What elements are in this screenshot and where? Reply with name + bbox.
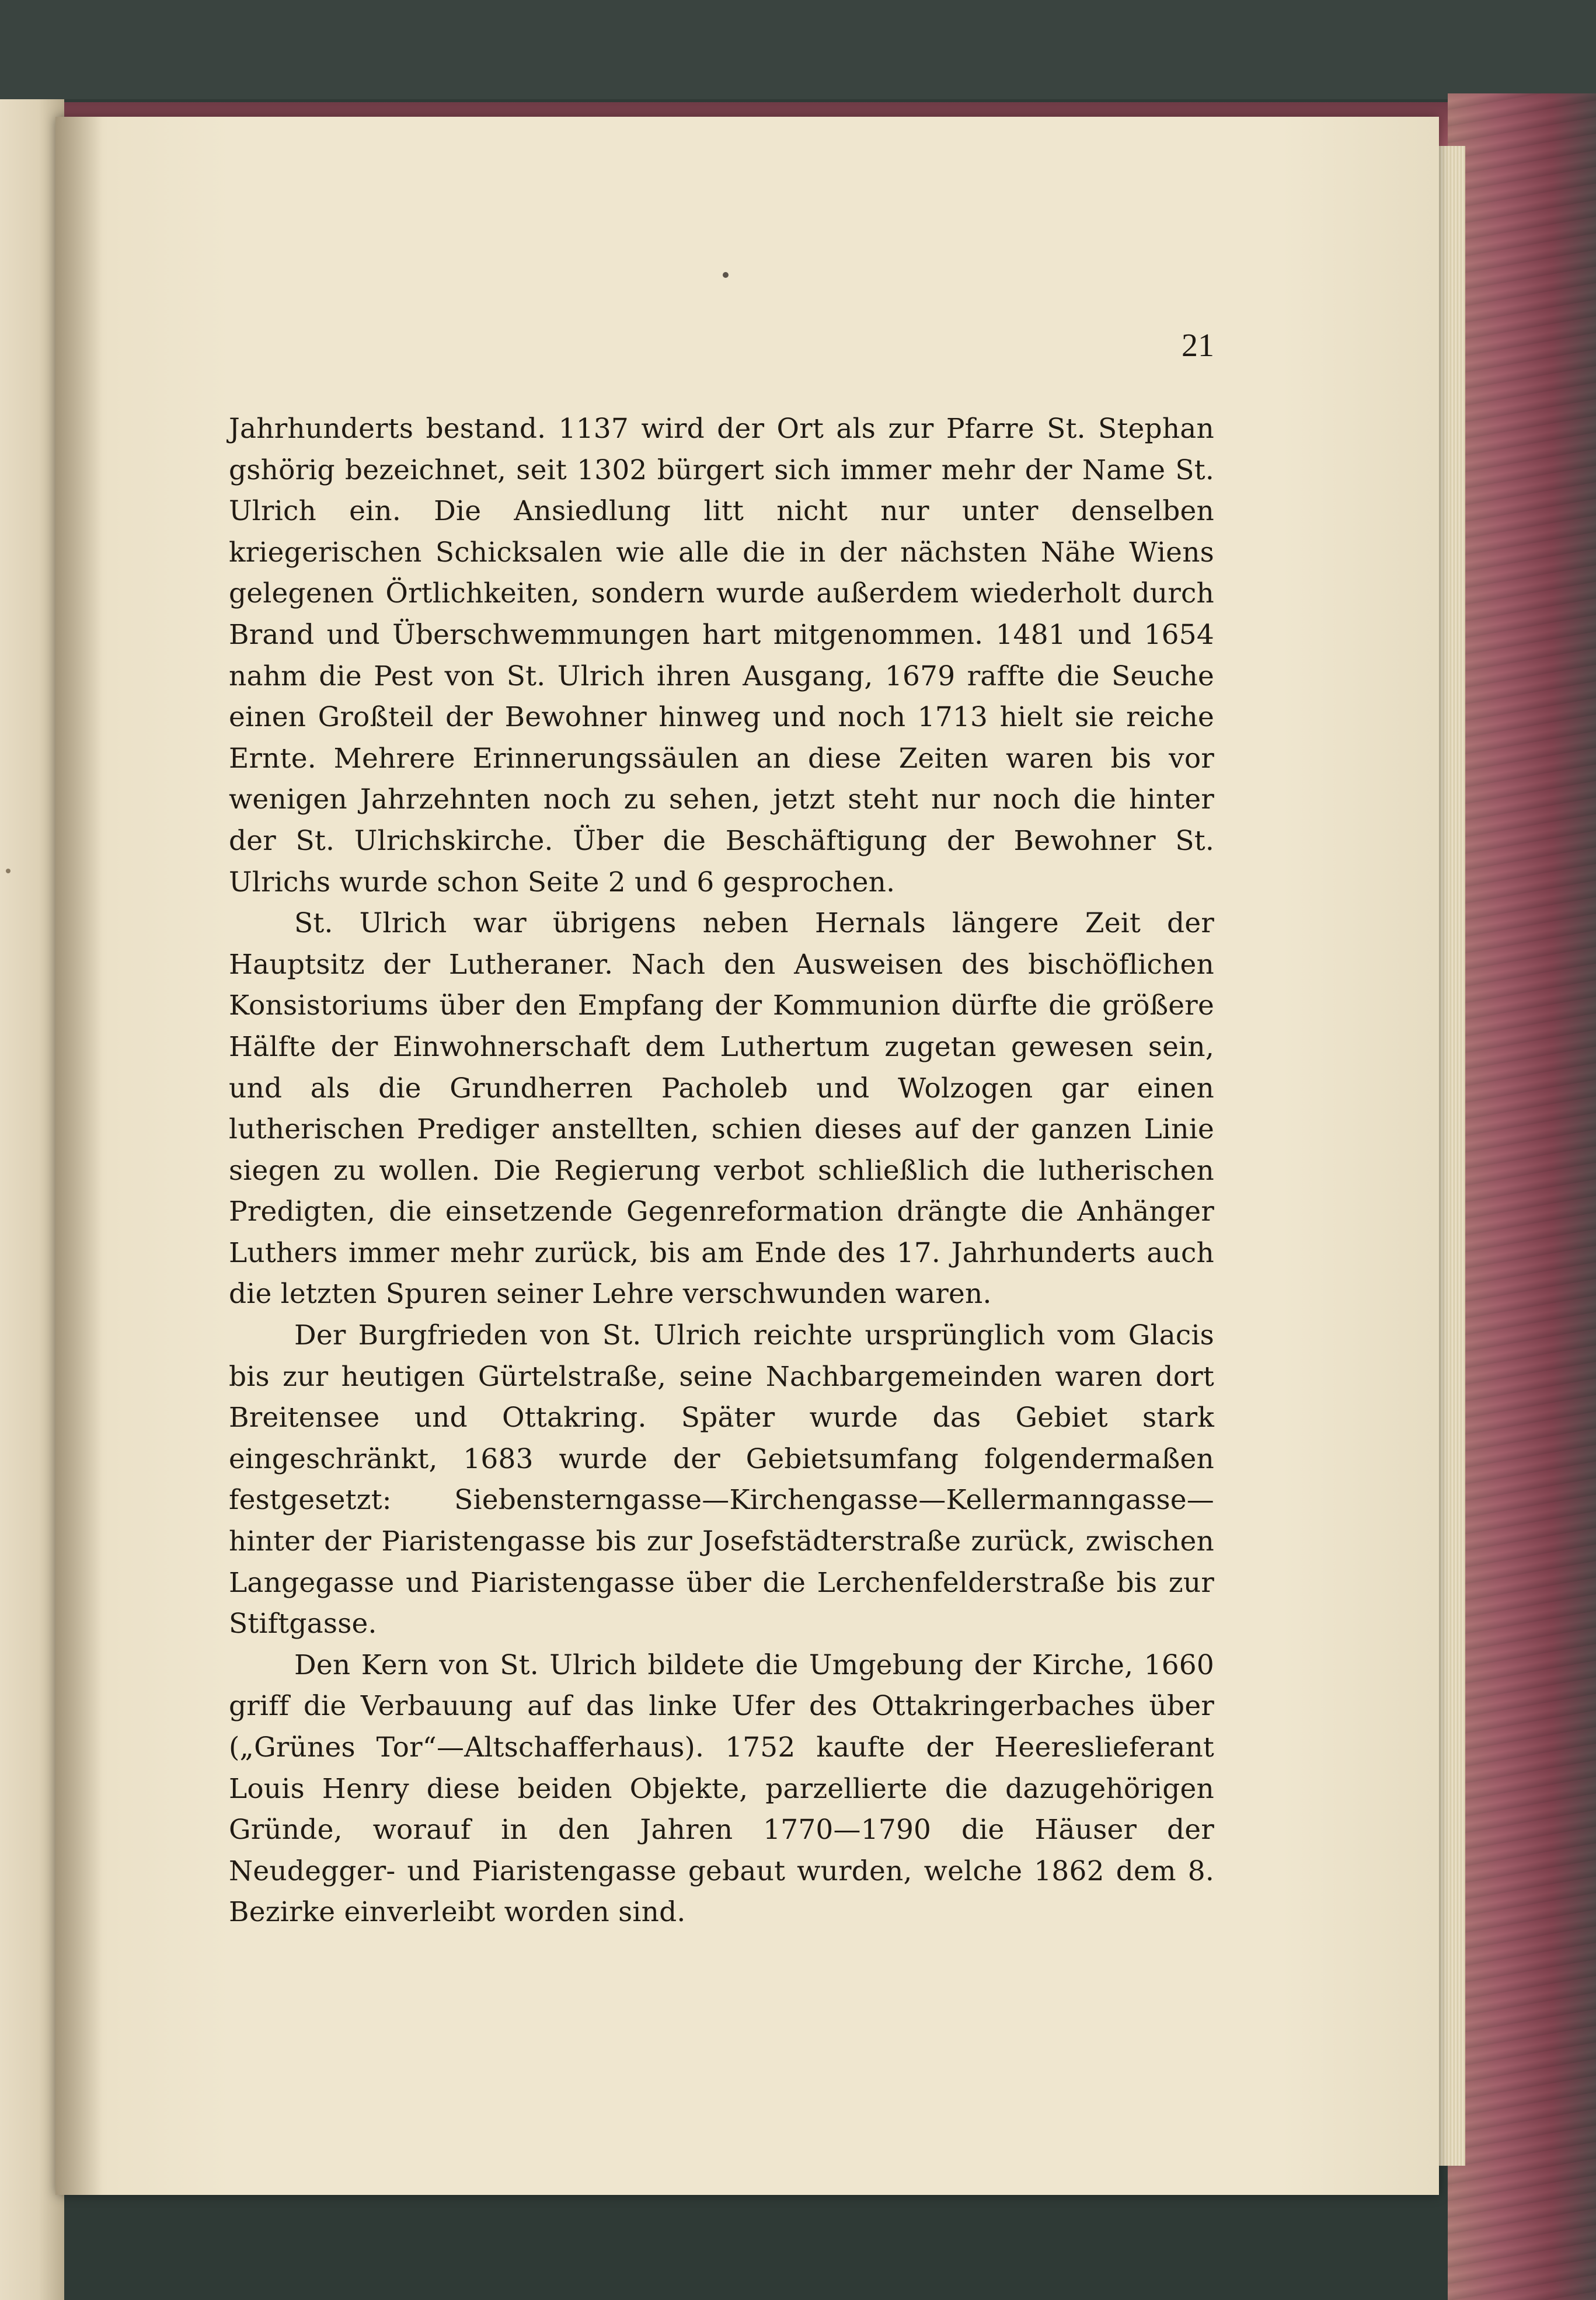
paper-speck bbox=[6, 869, 11, 873]
background-top bbox=[0, 0, 1596, 99]
page-mark-dot bbox=[723, 272, 729, 278]
spine-shadow bbox=[55, 117, 102, 2195]
page-number: 21 bbox=[1182, 327, 1214, 364]
paragraph-3: Der Burgfrieden von St. Ulrich reichte ursprünglich vom Glacis bis zur heutigen Gürtelstraße, seine Nachbargemeinden waren dort Breitensee und Ottakring. Später wurde das Gebiet stark eingeschränkt, 1683 wurde der Gebietsumfang folgendermaßen festgesetzt: Siebensterngasse—Kirchengasse—Kellermanngasse—hinter der Piaristengasse bis zur Josefstädterstraße zurück, zwischen Langegasse und Piaristengasse über die Lerchenfelderstraße bis zur Stiftgasse. bbox=[229, 1319, 1214, 1640]
previous-page-edge bbox=[0, 99, 64, 2300]
body-text bbox=[229, 409, 1214, 1933]
paragraph-1: Jahrhunderts bestand. 1137 wird der Ort als zur Pfarre St. Stephan gshörig bezeichnet, seit 1302 bürgert sich immer mehr der Name St. Ulrich ein. Die Ansiedlung litt nicht nur unter denselben kriegerischen Schicksalen wie alle die in der nächsten Nähe Wiens gelegenen Örtlichkeiten, sondern wurde außerdem wiederholt durch Brand und Überschwemmungen hart mitgenommen. 1481 und 1654 nahm die Pest von St. Ulrich ihren Ausgang, 1679 raffte die Seuche einen Großteil der Bewohner hinweg und noch 1713 hielt sie reiche Ernte. Mehrere Erinnerungssäulen an diese Zeiten waren bis vor wenigen Jahrzehnten noch zu sehen, jetzt steht nur noch die hinter der St. Ulrichskirche. Über die Beschäftigung der Bewohner St. Ulrichs wurde schon Seite 2 und 6 gesprochen. bbox=[229, 413, 1214, 898]
paragraph-2: St. Ulrich war übrigens neben Hernals längere Zeit der Hauptsitz der Lutheraner. Nach den Ausweisen des bischöflichen Konsistoriums über den Empfang der Kommunion dürfte die größere Hälfte der Einwohnerschaft dem Luthertum zugetan gewesen sein, und als die Grundherren Pacholeb und Wolzogen gar einen lutherischen Prediger anstellten, schien dieses auf der ganzen Linie siegen zu wollen. Die Regierung verbot schließlich die lutherischen Predigten, die einsetzende Gegenreformation drängte die Anhänger Luthers immer mehr zurück, bis am Ende des 17. Jahrhunderts auch die letzten Spuren seiner Lehre verschwunden waren. bbox=[229, 907, 1214, 1311]
book-cover-right bbox=[1448, 93, 1596, 2300]
paragraph-4: Den Kern von St. Ulrich bildete die Umgebung der Kirche, 1660 griff die Verbauung auf das linke Ufer des Ottakringerbaches über („Grünes Tor“—Altschafferhaus). 1752 kaufte der Heereslieferant Louis Henry diese beiden Objekte, parzellierte die dazugehörigen Gründe, worauf in den Jahren 1770—1790 die Häuser der Neudegger- und Piaristengasse gebaut wurden, welche 1862 dem 8. Bezirke einverleibt worden sind. bbox=[229, 1649, 1214, 1929]
